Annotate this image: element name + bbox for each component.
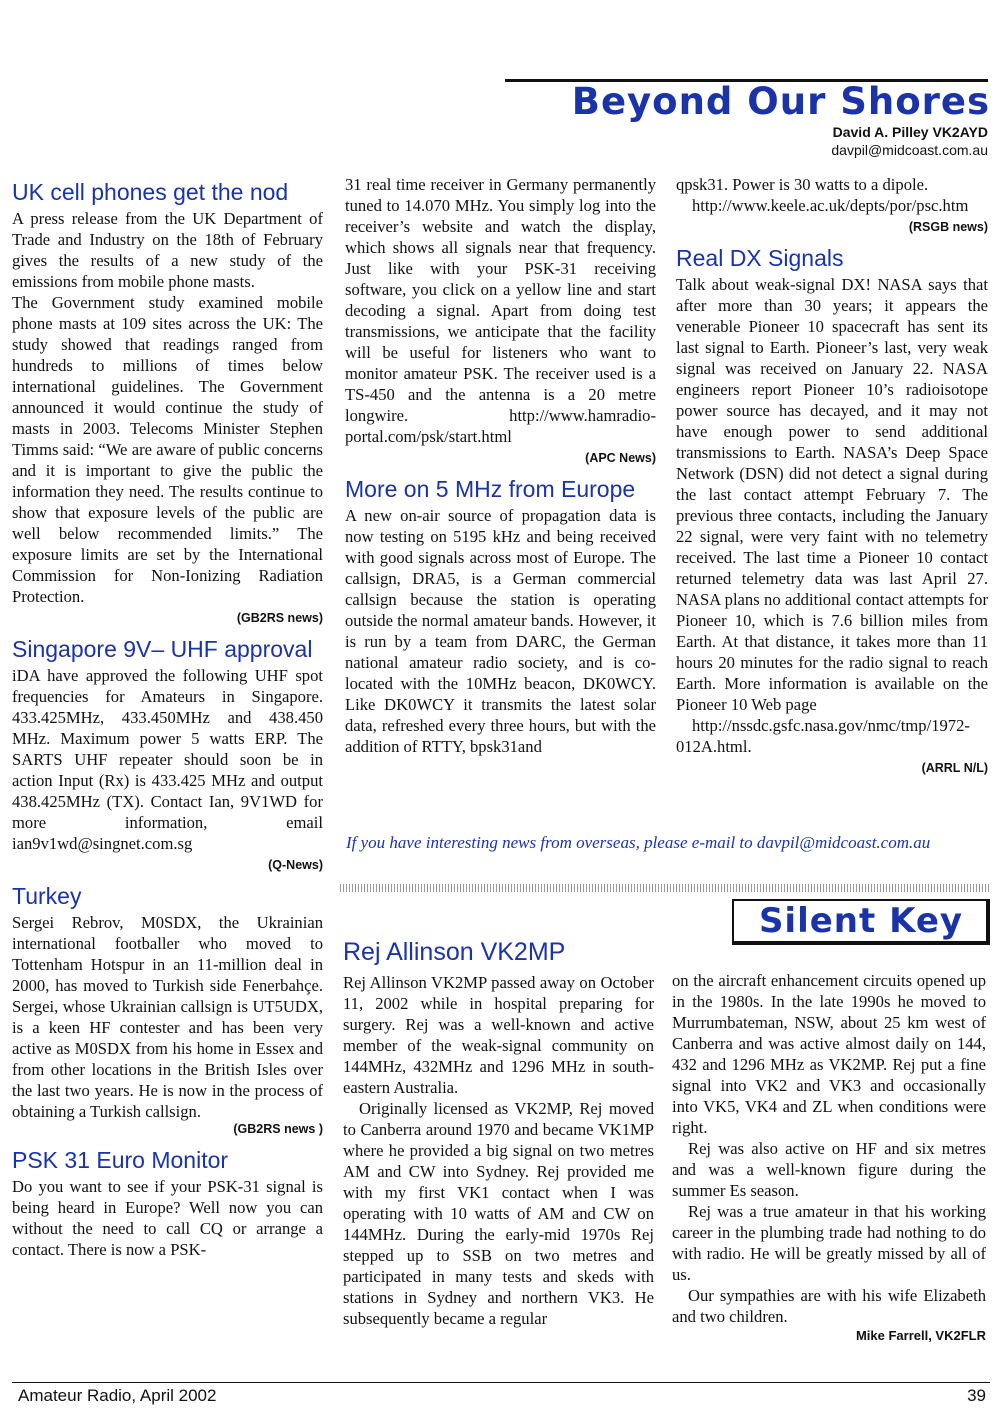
article-5mhz-credit: (RSGB news) (908, 220, 988, 234)
silent-key-paragraph-2: Originally licensed as VK2MP, Rej moved to Canberra around 1970 and became VK1MP where he provided a big signal on two metres AM and CW into Sydney. Rej provided me with my first VK1 contact when I was operating with 10 watts of AM and CW on 144MHz. During the early-mid 1970s Rej stepped up to SSB on two metres and participated in many tests and skeds with stations in Sydney and northern VK3. He subsequently became a regular (343, 1099, 654, 1328)
column-3 (676, 174, 988, 785)
article-5mhz-url[interactable]: http://www.keele.ac.uk/depts/por/psc.htm (692, 196, 969, 215)
article-realdx-paragraph: Talk about weak-signal DX! NASA says that after more than 30 years; it appears the venerable Pioneer 10 spacecraft has sent its last signal to Earth. Pioneer’s last, very weak signal was received on January 22. NASA engineers report Pioneer 10’s radioisotope power source has decayed, and it may not have enough power to send additional transmissions to Earth. NASA’s Deep Space Network (DSN) did not detect a signal during the last contact attempt February 7. The previous three contacts, including the January 22 signal, were very faint with no telemetry received. The last time a Pioneer 10 contact returned telemetry data was last April 27. NASA plans no additional contact attempts for Pioneer 10, which is 7.6 billion miles from Earth. At that distance, it takes more than 11 hours 20 minutes for the radio signal to reach Earth. More information is available on the Pioneer 10 Web page (676, 275, 988, 714)
article-title-5mhz: More on 5 MHz from Europe (345, 476, 636, 502)
article-turkey-paragraph: Sergei Rebrov, M0SDX, the Ukrainian international footballer who moved to Tottenham Hotspur in an 11-million deal in 2000, has moved to Turkish side Fenerbahçe. Sergei, whose Ukrainian callsign is UT5UDX, is a keen HF contester and has been very active as M0SDX from his home in Essex and from other locations in the British Isles over the last two years. He is now in the process of obtaining a Turkish callsign. (12, 913, 323, 1121)
silent-key-paragraph-5: Rej was a true amateur in that his working career in the plumbing trade had nothing to do with radio. He will be greatly missed by all of us. (672, 1202, 986, 1284)
article-turkey-credit: (GB2RS news ) (233, 1122, 323, 1136)
article-uk-credit: (GB2RS news) (236, 611, 323, 625)
section-divider (340, 884, 990, 892)
overseas-news-note: If you have interesting news from overseas, please e-mail to davpil@midcoast.com.au (346, 833, 931, 852)
article-uk-paragraph-1: A press release from the UK Department of Trade and Industry on the 18th of February gives the results of a new study of the emissions from mobile phone masts. (12, 209, 323, 291)
author-email[interactable]: davpil@midcoast.com.au (831, 142, 988, 158)
silent-key-paragraph-1: Rej Allinson VK2MP passed away on October 11, 2002 while in hospital preparing for surgery. Rej was a well-known and active member of the weak-signal community on 144MHz, 432MHz and 1296 MHz in south-eastern Australia. (343, 973, 654, 1097)
silent-key-paragraph-3: on the aircraft enhancement circuits opened up in the 1980s. In the late 1990s he moved to Murrumbateman, NSW, about 25 km west of Canberra and was active almost daily on 144, 432 and 1296 MHz as VK2MP. Rej put a fine signal into VK2 and VK3 and occasionally into VK5, VK4 and ZL when conditions were right. (672, 971, 986, 1137)
article-title-singapore: Singapore 9V– UHF approval (12, 636, 313, 662)
article-psk-credit: (APC News) (585, 451, 656, 465)
column-1 (12, 178, 323, 1260)
article-title-psk: PSK 31 Euro Monitor (12, 1147, 229, 1173)
article-uk-paragraph-2: The Government study examined mobile phone masts at 109 sites across the UK: The study showed that readings ranged from hundreds to millions of times below international guidelines. The Government announced it would continue the study of masts in 2003. Telecoms Minister Stephen Timms said: “We are aware of public concerns and it is important to give the public the information they need. The results continue to show that exposure levels of the public are well below recommended limits.” The exposure limits are set by the International Commission for Non-Ionizing Radiation Protection. (12, 293, 323, 606)
article-5mhz-paragraph-continued: qpsk31. Power is 30 watts to a dipole. (676, 175, 929, 194)
article-realdx-url[interactable]: http://nssdc.gsfc.nasa.gov/nmc/tmp/1972-012A.html. (676, 716, 970, 756)
silent-key-title: Silent Key (758, 901, 964, 941)
footer-rule (12, 1382, 990, 1383)
publication-name: Amateur Radio, April 2002 (18, 1386, 217, 1405)
article-singapore-credit: (Q-News) (268, 858, 323, 872)
article-realdx-credit: (ARRL N/L) (921, 761, 988, 775)
article-psk-paragraph-start: Do you want to see if your PSK-31 signal is being heard in Europe? Well now you can without the need to call CQ or arrange a contact. There is now a PSK- (12, 1177, 323, 1259)
author-name: David A. Pilley VK2AYD (832, 124, 988, 140)
silent-key-paragraph-6: Our sympathies are with his wife Elizabeth and two children. (672, 1286, 986, 1326)
article-singapore-paragraph: iDA have approved the following UHF spot frequencies for Amateurs in Singapore. 433.425MHz, 433.450MHz and 438.450 MHz. Maximum power 5 watts ERP. The SARTS UHF repeater should soon be in action Input (Rx) is 433.425 MHz and output 438.425MHz (TX). Contact Ian, 9V1WD for more information, email ian9v1wd@singnet.com.sg (12, 666, 323, 853)
article-psk-paragraph-continued: 31 real time receiver in Germany permanently tuned to 14.070 MHz. You simply log into the receiver’s website and watch the display, which shows all signals near that frequency. Just like with your PSK-31 receiving software, you click on a yellow line and start decoding a signal. Apart from doing test transmissions, we anticipate that the facility will be useful for listeners who want to monitor amateur PSK. The receiver used is a TS-450 and the antenna is a 20 metre longwire. http://www.hamradio-portal.com/psk/start.html (345, 175, 656, 446)
silent-key-headline: Rej Allinson VK2MP (343, 938, 566, 966)
column-5 (672, 970, 986, 1353)
column-4 (343, 936, 654, 1329)
silent-key-paragraph-4: Rej was also active on HF and six metres and was a well-known figure during the summer Es season. (672, 1139, 986, 1200)
article-title-turkey: Turkey (12, 883, 82, 909)
article-title-realdx: Real DX Signals (676, 245, 844, 271)
article-title-uk: UK cell phones get the nod (12, 179, 289, 205)
column-2 (345, 174, 656, 757)
silent-key-credit: Mike Farrell, VK2FLR (855, 1328, 986, 1343)
section-title: Beyond Our Shores (571, 80, 990, 123)
page-number: 39 (967, 1386, 986, 1405)
article-5mhz-paragraph-start: A new on-air source of propagation data is now testing on 5195 kHz and being received with good signals across most of Europe. The callsign, DRA5, is a German commercial callsign because the station is operating outside the normal amateur bands. However, it is run by a team from DARC, the German national amateur radio society, and is co-located with the 10MHz beacon, DK0WCY. Like DK0WCY it transmits the latest solar data, refreshed every three hours, but with the addition of RTTY, bpsk31and (345, 506, 656, 756)
